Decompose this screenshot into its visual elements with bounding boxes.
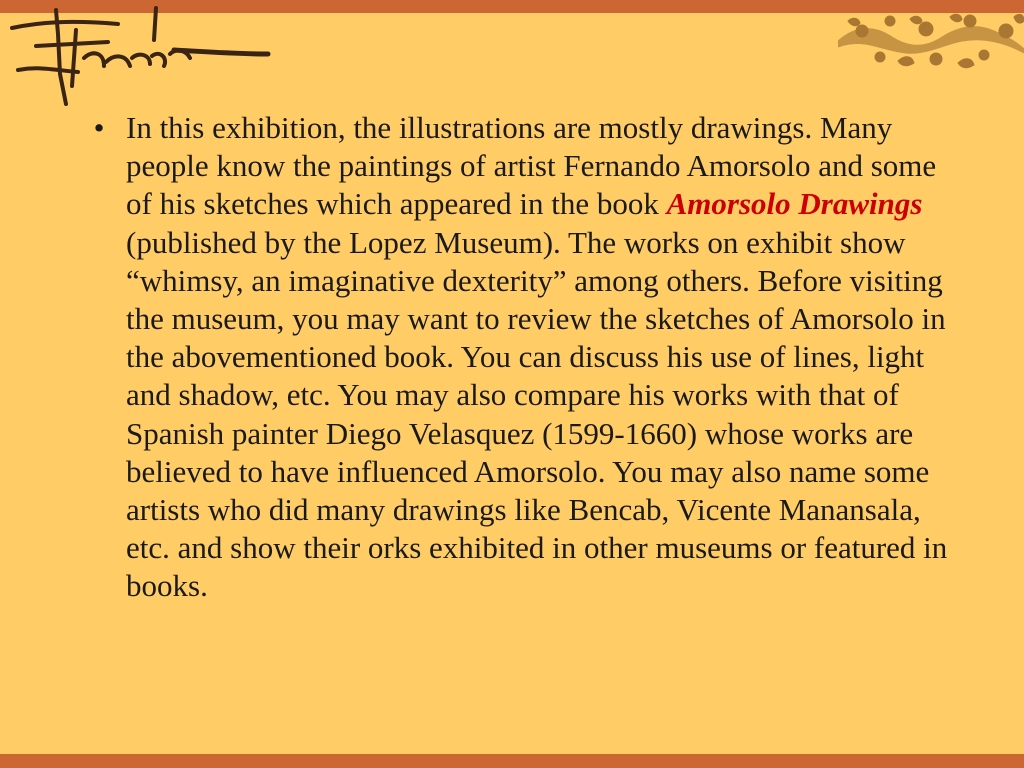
- bottom-border-band: [0, 754, 1024, 768]
- book-title-emphasis: Amorsolo Drawings: [666, 186, 923, 222]
- floral-scroll-ornament: [838, 13, 1024, 69]
- bullet-text-part2: (published by the Lopez Museum). The works on exhibit show “whimsy, an imaginative dexterity” among others. Before visiting the museum, you may want to review the sketches of Amorsolo in the abovementioned book. You can discuss his use of lines, light and shadow, etc. You may also compare his works with that of Spanish painter Diego Velasquez (1599-1660) whose works are believed to have influenced Amorsolo. You may also name some artists who did many drawings like Bencab, Vicente Manansala, etc. and show their orks exhibited in other museums or featured in books.: [126, 224, 948, 604]
- content-area: [84, 109, 964, 606]
- bullet-item: [84, 109, 964, 606]
- amorsolo-signature-logo: [0, 0, 280, 112]
- bullet-marker: •: [93, 110, 105, 145]
- bullet-text-part1: In this exhibition, the illustrations are mostly drawings. Many people know the paintings of artist Fernando Amorsolo and some of his sketches which appeared in the book: [126, 110, 937, 222]
